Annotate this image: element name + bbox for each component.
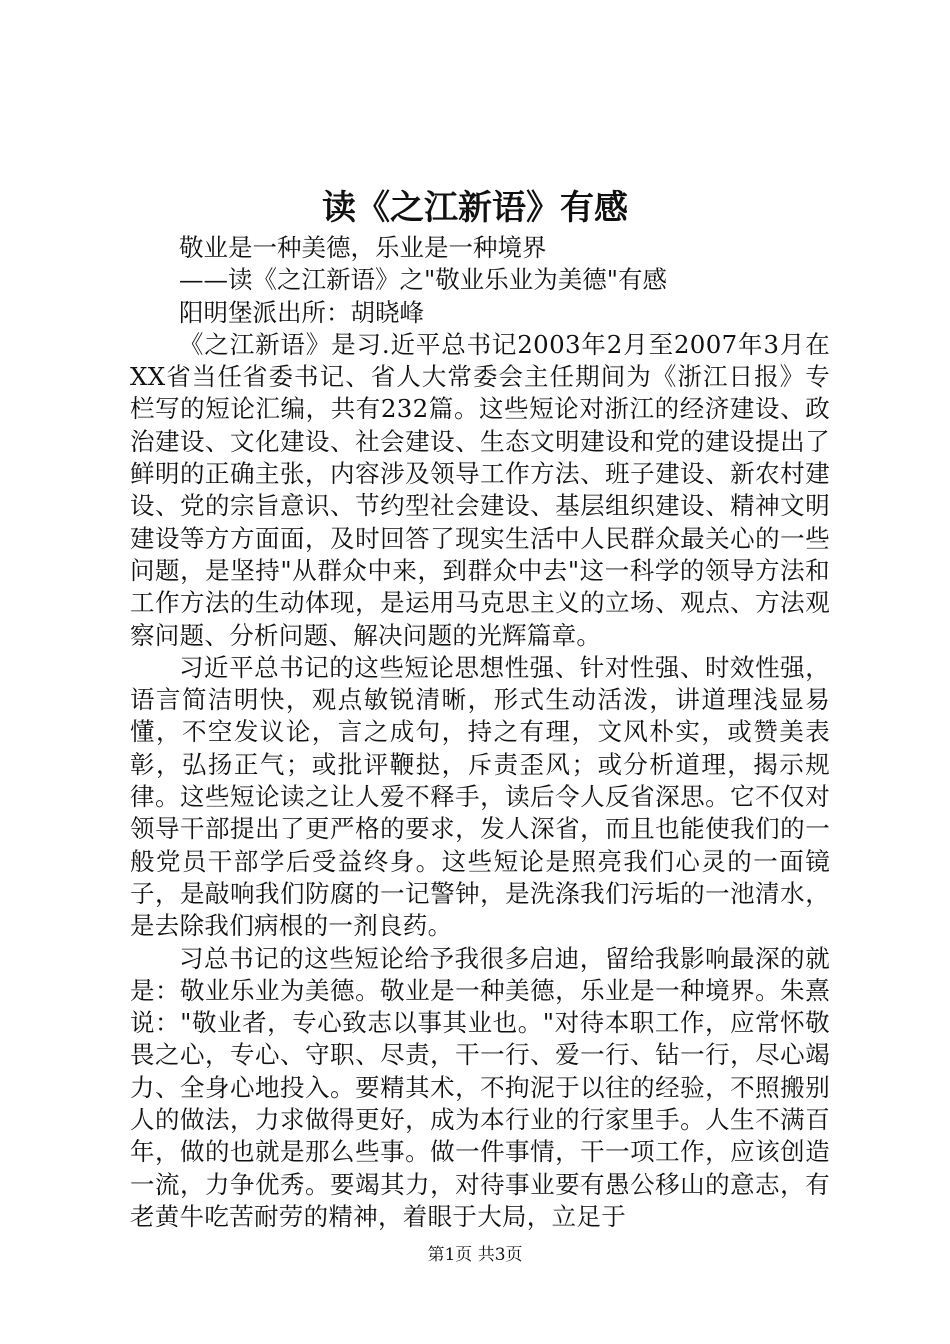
paragraph-3: 习总书记的这些短论给予我很多启迪，留给我影响最深的就是：敬业乐业为美德。敬业是一种美德，乐业是一种境界。朱熹说："敬业者，专心致志以事其业也。"对待本职工作，应常怀敬畏之心，专心、守职、尽责，干一行、爱一行、钻一行，尽心竭力、全身心地投入。要精其术，不拘泥于以往的经验，不照搬别人的做法，力求做得更好，成为本行业的行家里手。人生不满百年，做的也就是那么些事。做一件事情，干一项工作，应该创造一流，力争优秀。要竭其力，对待事业要有愚公移山的意志，有老黄牛吃苦耐劳的精神，着眼于大局，立足于 [130,943,830,1231]
author-line: 阳明堡派出所：胡晓峰 [179,297,424,327]
document-body [130,232,830,1233]
page-footer: 第1页 共3页 [427,1245,523,1265]
paragraph-1: 《之江新语》是习.近平总书记2003年2月至2007年3月在XX省当任省委书记、省人大常委会主任期间为《浙江日报》专栏写的短论汇编，共有232篇。这些短论对浙江的经济建设、政治建设、文化建设、社会建设、生态文明建设和党的建设提出了鲜明的正确主张，内容涉及领导工作方法、班子建设、新农村建设、党的宗旨意识、节约型社会建设、基层组织建设、精神文明建设等方方面面，及时回答了现实生活中人民群众最关心的一些问题，是坚持"从群众中来，到群众中去"这一科学的领导方法和工作方法的生动体现，是运用马克思主义的立场、观点、方法观察问题、分析问题、解决问题的光辉篇章。 [130,329,830,650]
subtitle-line-2: ——读《之江新语》之"敬业乐业为美德"有感 [179,265,668,295]
page-title: 读《之江新语》有感 [322,188,628,228]
paragraph-2: 习近平总书记的这些短论思想性强、针对性强、时效性强，语言简洁明快，观点敏锐清晰，形式生动活泼，讲道理浅显易懂，不空发议论，言之成句，持之有理，文风朴实，或赞美表彰，弘扬正气；或批评鞭挞，斥责歪风；或分析道理，揭示规律。这些短论读之让人爱不释手，读后令人反省深思。它不仅对领导干部提出了更严格的要求，发人深省，而且也能使我们的一般党员干部学后受益终身。这些短论是照亮我们心灵的一面镜子，是敲响我们防腐的一记警钟，是洗涤我们污垢的一池清水，是去除我们病根的一剂良药。 [130,652,830,941]
subtitle-line-1: 敬业是一种美德，乐业是一种境界 [179,233,547,262]
